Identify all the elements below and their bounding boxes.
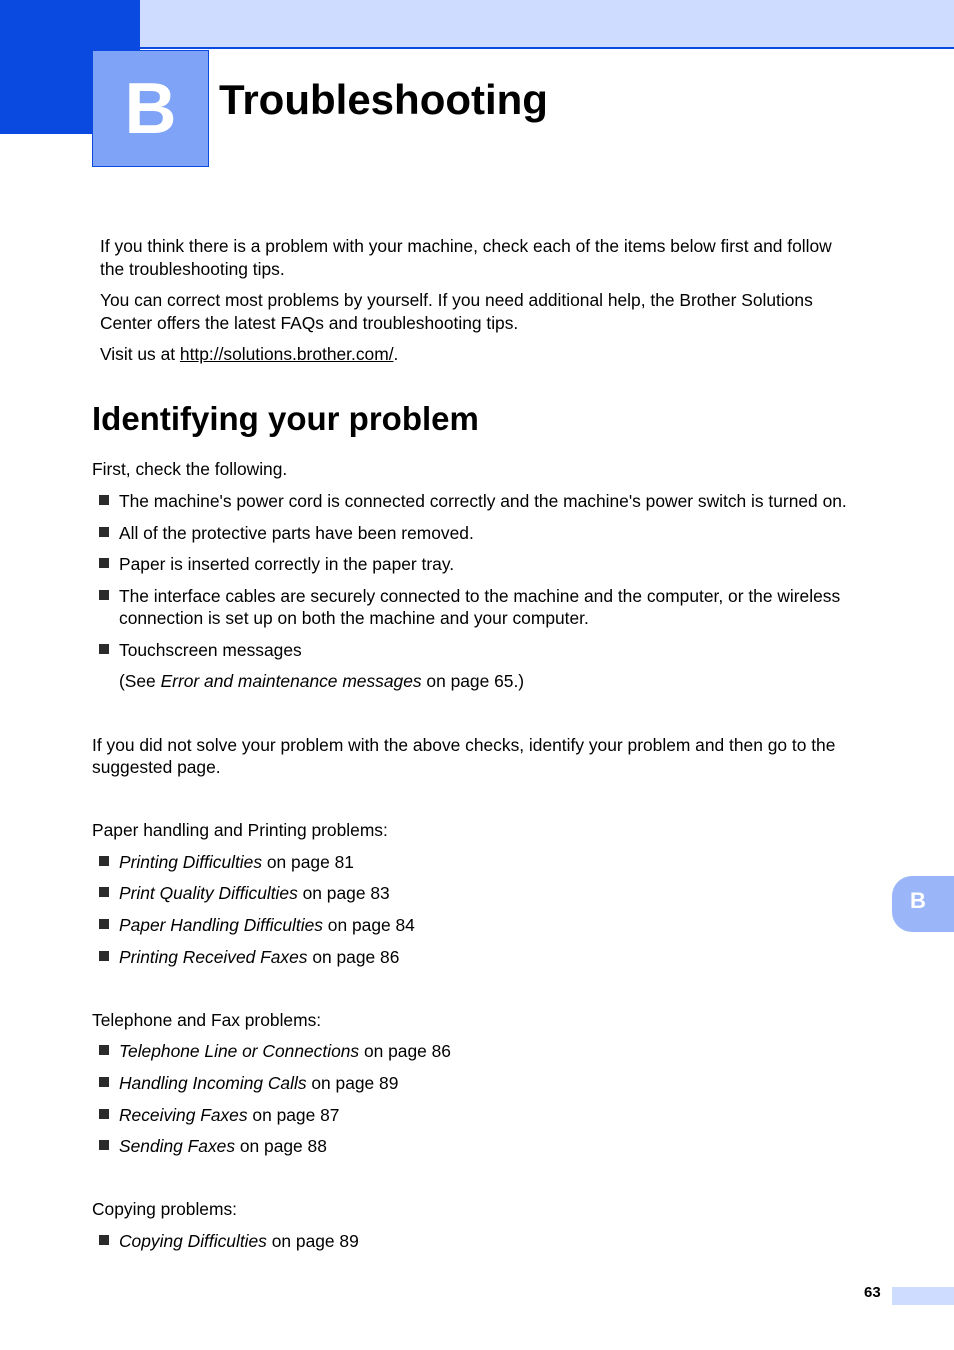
bullet-icon [99, 951, 109, 961]
section-lead: First, check the following. [92, 459, 288, 479]
intro-p2-line2: Center offers the latest FAQs and troubleshooting tips. [100, 313, 519, 333]
check-item-5: Touchscreen messages [119, 640, 302, 660]
page-number-bar [892, 1287, 954, 1305]
after-checks-line1: If you did not solve your problem with the above checks, identify your problem and then go to the [92, 735, 836, 755]
intro-p3-prefix: Visit us at [100, 344, 180, 364]
list-item[interactable]: Copying Difficulties on page 89 [119, 1231, 359, 1251]
section-heading: Identifying your problem [92, 400, 479, 437]
list-item[interactable]: Printing Difficulties on page 81 [119, 852, 354, 872]
list-item[interactable]: Print Quality Difficulties on page 83 [119, 883, 390, 903]
header-band [140, 0, 954, 49]
group-title-paper: Paper handling and Printing problems: [92, 820, 388, 840]
intro-p2-line1: You can correct most problems by yourself. If you need additional help, the Brother Solutions [100, 290, 813, 310]
after-checks-line2: suggested page. [92, 757, 221, 777]
page-number: 63 [864, 1284, 881, 1301]
list-item[interactable]: Receiving Faxes on page 87 [119, 1105, 340, 1125]
bullet-icon [99, 919, 109, 929]
check-item-3: Paper is inserted correctly in the paper tray. [119, 554, 455, 574]
check-item-1: The machine's power cord is connected correctly and the machine's power switch is turned on. [119, 491, 847, 511]
group-title-telephone: Telephone and Fax problems: [92, 1010, 322, 1030]
bullet-icon [99, 1140, 109, 1150]
bullet-icon [99, 644, 109, 654]
ref-open: (See [119, 671, 161, 691]
bullet-icon [99, 590, 109, 600]
bullet-icon [99, 1077, 109, 1087]
list-item[interactable]: Telephone Line or Connections on page 86 [119, 1041, 451, 1061]
intro-p1-line2: the troubleshooting tips. [100, 259, 285, 279]
check-item-2: All of the protective parts have been removed. [119, 523, 474, 543]
check-item-4-line2: connection is set up on both the machine and your computer. [119, 608, 589, 628]
bullet-icon [99, 1109, 109, 1119]
bullet-icon [99, 558, 109, 568]
group-title-copying: Copying problems: [92, 1199, 237, 1219]
list-item[interactable]: Paper Handling Difficulties on page 84 [119, 915, 415, 935]
bullet-icon [99, 1045, 109, 1055]
check-item-5-reference [119, 670, 524, 693]
intro-p3-suffix: . [393, 344, 399, 364]
bullet-icon [99, 856, 109, 866]
solutions-link[interactable]: http://solutions.brother.com/ [179, 344, 394, 364]
intro-p1-line1: If you think there is a problem with your machine, check each of the items below first and follow [100, 236, 832, 256]
bullet-icon [99, 887, 109, 897]
bullet-icon [99, 495, 109, 505]
check-item-4-line1: The interface cables are securely connected to the machine and the computer, or the wireless [119, 586, 841, 606]
ref-page: on page 65.) [421, 671, 525, 691]
chapter-title: Troubleshooting [219, 76, 548, 123]
list-item[interactable]: Sending Faxes on page 88 [119, 1136, 327, 1156]
list-item[interactable]: Printing Received Faxes on page 86 [119, 947, 400, 967]
intro-p3 [100, 343, 398, 366]
bullet-icon [99, 1235, 109, 1245]
chapter-letter-box: B [92, 50, 209, 167]
list-item[interactable]: Handling Incoming Calls on page 89 [119, 1073, 399, 1093]
ref-title-link[interactable]: Error and maintenance messages [160, 671, 422, 691]
chapter-side-tab: B [892, 876, 954, 932]
bullet-icon [99, 527, 109, 537]
